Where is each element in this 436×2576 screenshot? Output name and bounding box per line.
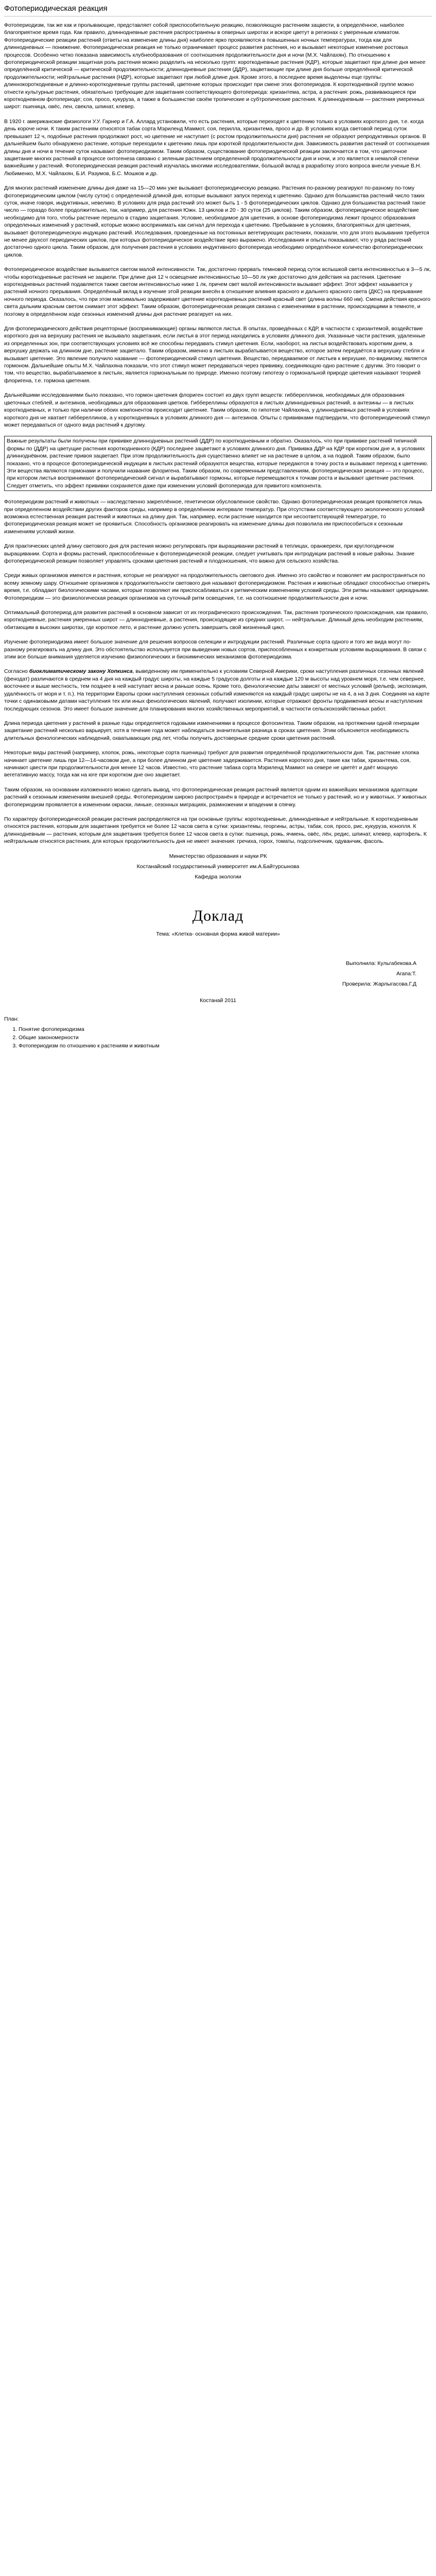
paragraph-14 [4,786,432,808]
checked-by: Проверила: Жарлыгасова.Г.Д [342,980,416,987]
paragraph-text: Оптимальный фотопериод для развития растений в основном зависит от их географического происхождения. Так, растения тропического происхождения, как правило, короткодневные, растения умеренных широт — длиннодневные, а растения, происходящие из средних широт, — нейтральные. Длинный день необходим растениям, обитающим в высоких широтах, где короткое лето, и растение должно успеть завершить свой жизненный цикл. [4,609,428,631]
paragraph-3 [4,184,432,259]
paragraph-2 [4,118,432,177]
plan-item: 2. Общие закономерности [19,1033,432,1042]
paragraph-text: Для практических целей длину светового дня для растения можно регулировать при выращивании растений в теплицах, оранжереях, при круглогодичном выращивании. Сорта и формы растений, приспособленные к фотопериодической реакции, следует учитывать при интродукции растений в новые районы. Знание фотопериодической реакции позволяет управлять сроками цветения растений и плодоношения, что важно для сельского хозяйства. [4,543,415,564]
paragraph-12 [4,720,432,742]
document-heading: Фотопериодическая реакция [4,3,432,16]
paragraph-text: Дальнейшими исследованиями было показано, что гормон цветения флориген состоит из двух групп веществ: гиббереллинов, необходимых для образования цветочных стеблей, и антезинов, необходимых для образования цветков. Гиббереллины образуются в листьях длиннодневных растений, а антезины — в листьях короткодневных, и только при наличии обоих компонентов происходит цветение. Таким образом, по гипотезе Чайлахяна, у длиннодневных растений в условиях короткого дня не хватает гиббереллинов, а у короткодневных в условиях длинного дня — антезинов. Опыты с прививками подтвердили, что фотопериодический стимул может передаваться от одного вида растений к другому. [4,392,430,428]
paragraph-5 [4,325,432,384]
plan-label: План: [4,1015,19,1022]
group-label: Агапа:Т. [396,970,416,977]
plan-item: 3. Фотопериодизм по отношению к растениям и животным [19,1042,432,1050]
report-title: Доклад [192,907,244,924]
paragraph-text: Для многих растений изменение длины дня даже на 15—20 мин уже вызывает фотопериодическую реакцию. Растения по-разному реагируют по-разному по-тому фотопериодическим циклом (числу суток) с определенной длиной дня, которые вызывают запуск переход к цветению. Однако для большинства растений число таких суток, иначе говоря, индуктивных, невелико. В условиях для ряда растений это может быть 1 - 5 фотопериодических циклов. Однако для большинства растений такое число — гораздо более продолжительно, так, например, для растения Южн. 13 циклов и 20 - 30 суток (25 циклов). Таким образом, фотопериодическое воздействие необходимо для того, чтобы растение перешло в стадию зацветания. Условие, необходимое для цветения, в основе фотопериодизма лежит процесс образования определенных изменений у растений, которые можно воспринимать как сигнал для перехода к цветению. Пребывание в условиях, благоприятных для цветения, вызывает фотопериодическую индукцию растений. Исследования, проведенные на постоянных вегетирующих растениях, показали, что для этого вызывания требуется не менее двухсот периодических циклов, при которых фотопериодическое воздействие ярко выражено. Исследования и опыты показывают, что у ряда растений достаточно одного цикла. Таким образом, для получения растения в условиях индуктивного фотопериода необходимо определённое количество фотопериодических циклов. [4,185,429,258]
paragraph-text: Среди живых организмов имеются и растения, которые не реагируют на продолжительность светового дня. Именно это свойство и позволяет им распространяться по всему земному шару. Отношение организмов к продолжительности светового дня называют фотопериодизмом. Растения и животные обладают способностью отмерять время, т.е. обладают биологическими часами, которые позволяют им приспосабливаться к ритмическим изменениям условий среды. Эти ритмы называют циркадными. Фотопериодизм — это физиологическая реакция организмов на суточный ритм освещения, т.е. на соотношение продолжительности дня и ночи. [4,572,430,601]
paragraph-text: Фотопериодическое воздействие вызывается светом малой интенсивности. Так, достаточно прервать темновой период суток вспышкой света интенсивностью в 3—5 лк, чтобы короткодневные растения не зацвели. При длине дня 12 ч освещение интенсивностью 10—50 лк уже достаточно для действия на растения. Цветение короткодневных растений подавляется также светом интенсивностью ниже 1 лк, причем свет малой интенсивности вызывает эффект. Этот эффект называется у растений ночного прерывания. Определённый вклад в изучение этой реакции внесён в отношение влияния красного и дальнего красного света (ДКС) на прерывание ночного периода. Оказалось, что при этом максимально задерживает цветение короткодневных растений красный свет (длина волны 660 нм). Смена действия красного света дальним красным светом снимает этот эффект. Таким образом, фотопериодическая реакция связана с изменениями в растении, происходящими в темноте, и поэтому в определённом ходе сезонных изменений длины дня растение реагирует на них. [4,266,431,317]
report-credits [4,958,416,989]
paragraph-8 [4,543,432,565]
paragraph-text: Длина периода цветения у растений в разные годы определяется годовыми изменениями в процессе фотосинтеза. Таким образом, на протяжении одной генерации зацветание растений несколько варьирует, хотя в течение года может наблюдаться значительная разница в сроках цветения. Этим объясняется необходимость длительных фенологических наблюдений, охватывающих ряд лет, чтобы получить достоверные средние сроки цветения растений. [4,720,420,741]
completed-by: Выполнила: Кульгабекова.А [345,960,416,967]
paragraph-10 [4,609,432,631]
paragraph-4 [4,266,432,318]
document-page [0,0,436,1065]
paragraph-9 [4,572,432,602]
law-text: , выведенному им применительно к условиям Северной Америки, сроки наступления различных сезонных явлений (фенодат) различаются в среднем на 4 дня на каждый градус широты, на каждые 5 градусов долготы и на каждые 120 м высоты над уровнем моря, т.е. чем севернее, восточнее и выше местность, тем позднее в ней наступает весна и раньше осень. Кроме того, фенологические даты зависят от местных условий (рельеф, экспозиция, удалённость от моря и т. п.). На территории Европы сроки наступления сезонных событий изменяются на каждый градус широты не на 4, а на 3 дня. Соединяя на карте точки с одинаковыми датами наступления тех или иных фенологических явлений, получают изолинии, которые отражают фронты продвижения весны и наступления последующих сезонов. Это имеет большое значение для планирования многих хозяйственных мероприятий, в частности сельскохозяйственных работ. [4,668,430,712]
paragraph-1 [4,22,432,111]
paragraph-15 [4,816,432,845]
university-name: Костанайский государственный университет им.А.Байтурсынова [136,863,300,870]
law-prefix: Согласно [4,668,29,675]
paragraph-text: Для фотопериодического действия рецепторные (воспринимающие) органы являются листья. В опытах, проведённых с КДР, в частности с хризантемой, воздействие короткого дня на верхушку растения не вызывало зацветания, если листья в этот период находились в условиях длинного дня. Указанные части растения, удаленные из определенных зон, при соответствующих условиях всё же способны передавать стимул цветения. Если, наоборот, на листья воздействовать коротким днем, а верхушку держать на длинном дне, растение зацветало. Таким образом, именно в листьях вырабатывается вещество, которое затем передаётся в верхушку стебля и вызывает цветение. Это явление получило название — фотопериодический стимул цветения. Вещество, передаваемое от листьев к верхушке, по-видимому, является гормоном. Дальнейшие опыты М.Х. Чайлахяна показали, что этот стимул может передаваться через прививку, соединяющую одно растение с другим. Это говорит о том, что вещество, вырабатываемое в листьях, является гормональным по природе. Именно поэтому гипотезу о гормональной природе цветения называют теорией флоригена, т.е. гормона цветения. [4,326,427,384]
highlighted-paragraph-text: Важные результаты были получены при прививке длиннодневных растений (ДДР) по короткодневным и обратно. Оказалось, что при прививке растений типичной формы по (ДДР) на цветущие растения короткодневного (КДР) последнее зацветают в условиях длинного дня. Прививка ДДР на КДР при коротком дне и, в условиях длинноднёвном, растение привоя зацветает. При этом продолжительность дня существенно влияет не на растение в целом, а на подвой. Таким образом, было показано, что в процессе фотопериодической индукции в листьях растений образуются вещества, которые передаются в точку роста и вызывают переход к цветению. Эти вещества являются гормонами и получили название флоригена. Таким образом, по современным представлениям, фотопериодическая реакция — это процесс, при котором листья воспринимают фотопериодический сигнал и вырабатывают гормоны, которые перемещаются к точкам роста и вызывают цветение растения. Следует отметить, что эффект прививки сохраняется даже при изменении условий фотопериода для привитого компонента. [7,438,428,489]
ministry-name: Министерство образования и науки РК [169,853,267,859]
report-topic: Тема: «Клетка- основная форма живой материи» [156,930,280,937]
paragraph-text [4,668,432,712]
paragraph-text: Таким образом, на основании изложенного можно сделать вывод, что фотопериодическая реакция растений является одним из важнейших механизмов адаптации растений к сезонным изменениям внешней среды. Фотопериодизм широко распространён в природе и встречается не только у растений, но и у животных. У животных фотопериодизм проявляется в изменении окраски, линьке, сезонных миграциях, размножении и впадении в спячку. [4,786,427,808]
paragraph-7 [4,498,432,535]
paragraph-text: Фотопериодизм, так же как и пролывающие, представляет собой приспособительную реакцию, позволяющую растениям зацвести, в определённое, наиболее благоприятное время года. Как правило, длиннодневные растения распространены в северных широтах и вскоре цветут в регионах с умеренным климатом. Фотопериодические реакции растений (ответы на изменение длины дня) наиболее ярко проявляются в повышенных ночных температурах, тогда как для длиннодневных — понижение. Фотопериодическая реакция не только ограничивает процесс развития растения, но и вызывает некоторые изменение ростовых процессов. Особенно четко показана зависимость клубнеобразования от соотношения продолжительности дня и ночи (М.Х. Чайлахян). По отношению к фотопериодической реакции защитная роль растения можно разделить на несколько групп: короткодневные растения (КДР), которые зацветают при длине дня менее определённой критической — критической продолжительности; длиннодневные растения (ДДР), зацветающие при длине дня больше определённой критической продолжительности; нейтральные растения (НДР), которые зацветают при любой длине дня. Кроме этого, в последнее время выделены еще группы: длиннокороткодневные и длинно-короткодневные группы растений, цветение которых происходит при смене этих фотопериодов. К короткодневной группе можно отнести культурные растения, обязательно требующие для зацветания соответствующего фотопериода: хризантема, астра, а растения: рожь, развивающиеся при короткодневном фотопериоде; соя, просо, кукуруза, а также в большинстве своём тропические и субтропические растения. К длиннодневным — растения умеренных широт: пшеница, овёс, лен, свекла, шпинат, клевер. [4,22,426,110]
city-year: Костанай 2011 [200,997,236,1004]
paragraph-text: Изучение фотопериодизма имеет большое значение для решения вопросов селекции и интродукции растений. Различные сорта одного и того же вида могут по-разному реагировать на длину дня. Это обстоятельство используется при выведении новых сортов, приспособленных к конкретным условиям выращивания. В связи с этим все больше внимания уделяется изучению физиологических и биохимических механизмов фотопериодизма. [4,639,427,660]
law-term: биоклиматическому закону Хопкинса [29,668,133,675]
highlighted-paragraph-box [4,436,432,491]
department-name: Кафедра экологии [195,874,241,880]
paragraph-6 [4,392,432,429]
paragraph-text: Фотопериодизм растений и животных — наследственно закреплённое, генетически обусловленное свойство. Однако фотопериодическая реакция проявляется лишь при определенном воздействии других факторов среды, например в определённом интервале температур. При отсутствии соответствующего экологического условий возможна естественная реакция растений и животных на длину дня. Так, например, если растение находится при несоответствующей температуре, то фотопериодическая реакция может не проявиться. Способность организмов реагировать на изменение длины дня позволила им приспособиться к сезонным изменениям условий жизни. [4,499,425,535]
paragraph-13 [4,749,432,779]
plan-list [4,1025,432,1050]
hopkins-law-paragraph [4,668,432,712]
title-page-header [4,853,432,881]
plan-item: 1. Понятие фотопериодизма [19,1025,432,1033]
paragraph-text: Некоторые виды растений (например, хлопок, рожь, некоторые сорта пшеницы) требуют для развития определённой продолжительности дня. Так, растение хлопка начинает цветение лишь при 12—14-часовом дне, а при более длинном дне цветение задерживается. Растения короткого дня, такие как табак, хризантема, соя, начинают цвести при продолжительности дня менее 12 часов. Известно, что растение табака сорта Мэриленд Маммот на севере не цветёт и даёт мощную вегетативную массу, тогда как на юге при коротком дне оно зацветает. [4,750,420,778]
paragraph-text: По характеру фотопериодической реакции растения распределяются на три основные группы: короткодневные, длиннодневные и нейтральные. К короткодневным относятся растения, которым для зацветания требуется не более 12 часов света в сутки: хризантемы, георгины, астры, табак, соя, просо, рис, кукуруза, конопля. К длиннодневным — растения, которым для зацветания требуется более 12 часов света в сутки: пшеница, рожь, ячмень, овёс, лён, редис, шпинат, клевер, картофель. К нейтральным относятся растения, для которых продолжительность дня не имеет значения: гречиха, горох, томаты, подсолнечник, одуванчик, фасоль. [4,816,427,845]
paragraph-text: В 1920 г. американские физиологи У.У. Гарнер и Г.А. Аллард установили, что есть растения, которые переходят к цветению только в условиях короткого дня, т.е. когда день короче ночи. К таким растениям относятся табак сорта Мэриленд Маммот, соя, перилла, хризантема, просо и др. В условиях когда световой период суток превышает 12 ч, подобные растения продолжают рост, но цветение не наступает (с ростом продолжительности дня) растения не образуют репродуктивных органов. В дальнейшем было обнаружено растение, которые переходили к цветению лишь при короткой продолжительности дня. Зависимость развития растений от соотношения длины дня и ночи в течение суток называют фотопериодизмом. Таким образом, существование фотопериодической реакции заключается в том, что цветочное зацветание многих растений в процессе онтогенеза связано с зеленым растением определенной продолжительности дня и ночи, и это является в немалой степени важнейшим у растений. Фотопериодическая реакция растений изучалась многими исследователями, большой вклад в разработку этого вопроса внесли ученые В.Н. Любименко, М.Х. Чайлахян, Б.И. Разумов, Б.С. Мошков и др. [4,118,430,177]
paragraph-11 [4,638,432,660]
